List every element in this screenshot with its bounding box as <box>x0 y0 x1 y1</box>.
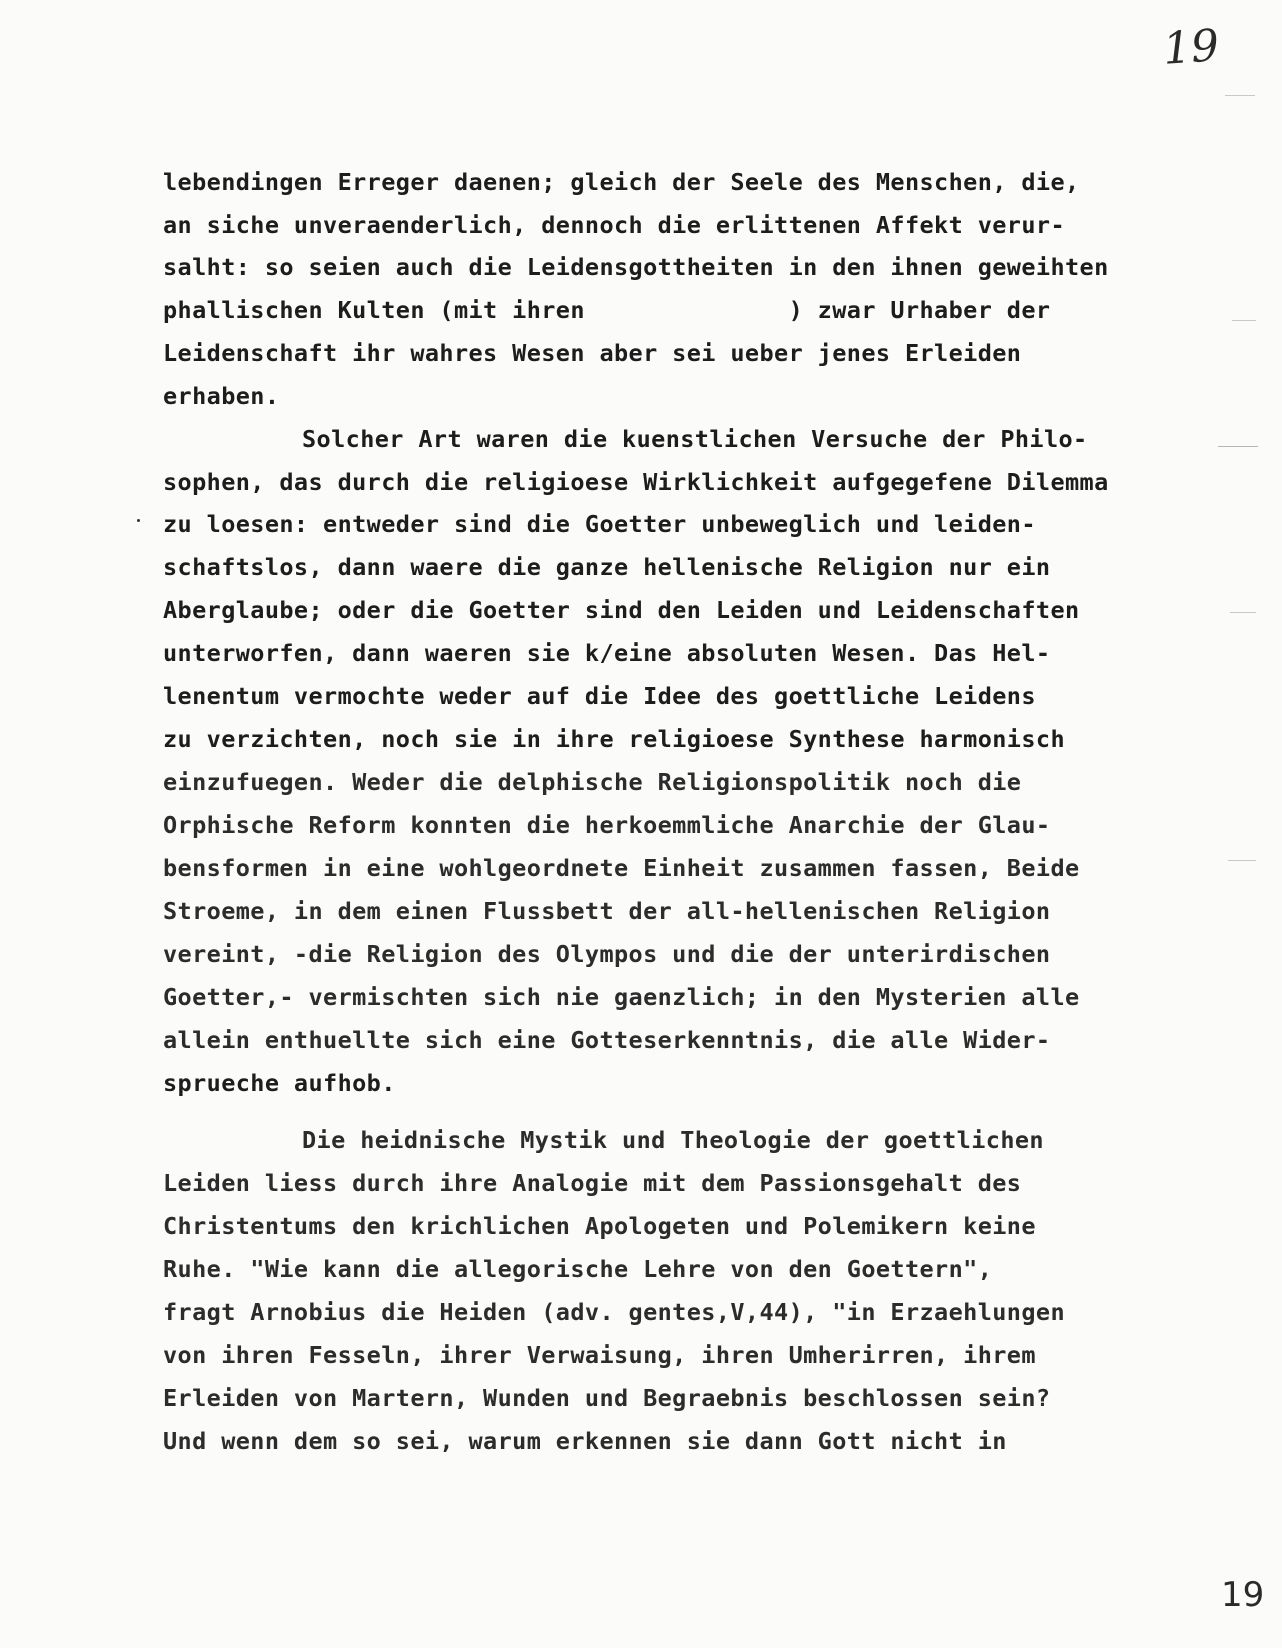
text-line: zu loesen: entweder sind die Goetter unbeweglich und leiden- <box>163 510 1036 538</box>
text-line: erhaben. <box>163 382 280 410</box>
text-line: Erleiden von Martern, Wunden und Begraebnis beschlossen sein? <box>163 1384 1051 1412</box>
text-line: fragt Arnobius die Heiden (adv. gentes,V,44), "in Erzaehlungen <box>163 1298 1065 1326</box>
text-line: Orphische Reform konnten die herkoemmliche Anarchie der Glau- <box>163 811 1051 839</box>
text-line: einzufuegen. Weder die delphische Religionspolitik noch die <box>163 768 1022 796</box>
text-line: Stroeme, in dem einen Flussbett der all-hellenischen Religion <box>163 897 1051 925</box>
text-line: Christentums den krichlichen Apologeten und Polemikern keine <box>163 1212 1036 1240</box>
text-line: lebendingen Erreger daenen; gleich der Seele des Menschen, die, <box>163 168 1080 196</box>
text-line: schaftslos, dann waere die ganze hellenische Religion nur ein <box>163 553 1051 581</box>
text-line: salht: so seien auch die Leidensgottheiten in den ihnen geweihten <box>163 253 1109 281</box>
text-line: Die heidnische Mystik und Theologie der goettlichen <box>302 1126 1044 1154</box>
text-line: lenentum vermochte weder auf die Idee des goettliche Leidens <box>163 682 1036 710</box>
text-line: sophen, das durch die religioese Wirklichkeit aufgegefene Dilemma <box>163 468 1109 496</box>
text-line: vereint, -die Religion des Olympos und die der unterirdischen <box>163 940 1051 968</box>
text-line: bensformen in eine wohlgeordnete Einheit zusammen fassen, Beide <box>163 854 1080 882</box>
text-line: Leiden liess durch ihre Analogie mit dem Passionsgehalt des <box>163 1169 1022 1197</box>
text-line: an siche unveraenderlich, dennoch die erlittenen Affekt verur- <box>163 211 1065 239</box>
text-line: phallischen Kulten (mit ihren ) zwar Urhaber der <box>163 296 1051 324</box>
text-line: von ihren Fesseln, ihrer Verwaisung, ihren Umherirren, ihrem <box>163 1341 1036 1369</box>
text-line: Goetter,- vermischten sich nie gaenzlich; in den Mysterien alle <box>163 983 1080 1011</box>
text-line: zu verzichten, noch sie in ihre religioese Synthese harmonisch <box>163 725 1065 753</box>
handwritten-page-number-bottom: 19 <box>1221 1575 1265 1615</box>
text-line: Aberglaube; oder die Goetter sind den Leiden und Leidenschaften <box>163 596 1080 624</box>
handwritten-page-number: 19 <box>1161 20 1221 75</box>
text-line: Leidenschaft ihr wahres Wesen aber sei ueber jenes Erleiden <box>163 339 1022 367</box>
text-line: Ruhe. "Wie kann die allegorische Lehre von den Goettern", <box>163 1255 993 1283</box>
text-line: Und wenn dem so sei, warum erkennen sie dann Gott nicht in <box>163 1427 1007 1455</box>
text-line: allein enthuellte sich eine Gotteserkenntnis, die alle Wider- <box>163 1026 1051 1054</box>
text-line: Solcher Art waren die kuenstlichen Versuche der Philo- <box>302 425 1088 453</box>
text-line: unterworfen, dann waeren sie k/eine absoluten Wesen. Das Hel- <box>163 639 1051 667</box>
text-line: sprueche aufhob. <box>163 1069 396 1097</box>
